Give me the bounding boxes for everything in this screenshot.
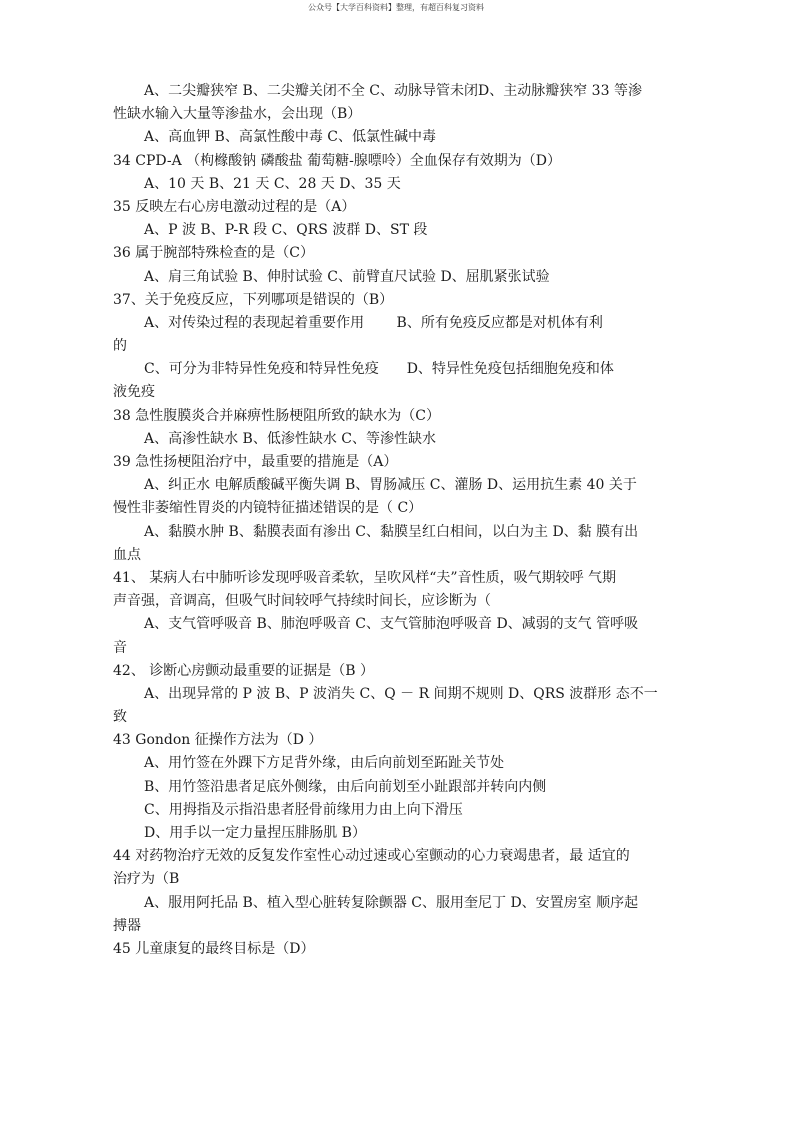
text-line: A、10 天 B、21 天 C、28 天 D、35 天 [144,175,401,192]
text-line: 搏器 [113,917,141,934]
text-line: 液免疫 [113,384,155,401]
text-line: 41、 某病人右中肺听诊发现呼吸音柔软，呈吹风样“夫”音性质，吸气期较呼 气期 [113,569,617,586]
text-line: A、二尖瓣狭窄 B、二尖瓣关闭不全 C、动脉导管未闭D、主动脉瓣狭窄 33 等渗 [144,83,642,99]
text-line: 43 Gondon 征操作方法为（D ） [113,732,323,749]
text-line: A、纠正水 电解质酸碱平衡失调 B、胃肠减压 C、灌肠 D、运用抗生素 40 关于 [144,477,637,494]
text-line: 38 急性腹膜炎合并麻痹性肠梗阻所致的缺水为（C） [113,407,440,424]
text-line: 36 属于腕部特殊检查的是（C） [113,245,314,262]
text-line: C、用拇指及示指沿患者胫骨前缘用力由上向下滑压 [144,801,463,818]
text-line: A、服用阿托品 B、植入型心脏转复除颤器 C、服用奎尼丁 D、安置房室 顺序起 [144,894,639,911]
text-line: A、肩三角试验 B、伸肘试验 C、前臂直尺试验 D、屈肌紧张试验 [144,268,550,285]
text-line: 的 [113,338,127,355]
text-line: 45 儿童康复的最终目标是（D） [113,940,315,957]
text-line: A、P 波 B、P-R 段 C、QRS 波群 D、ST 段 [144,222,428,239]
text-line: 42、 诊断心房颤动最重要的证据是（B ） [113,662,375,679]
text-line: B、用竹签沿患者足底外侧缘，由后向前划至小趾跟部并转向内侧 [144,778,547,795]
text-line: 治疗为（B [113,871,180,888]
text-line: 血点 [113,546,141,563]
text-line: A、用竹签在外踝下方足背外缘，由后向前划至跖趾关节处 [144,755,505,772]
text-line: D、用手以一定力量捏压腓肠肌 B） [144,825,366,841]
text-line: 34 CPD-A （枸橼酸钠 磷酸盐 葡萄糖-腺嘌呤）全血保存有效期为（D） [113,152,562,169]
document-body [113,80,668,961]
text-line: 37、关于免疫反应，下列哪项是错误的（B） [113,291,394,308]
text-line: 慢性非萎缩性胃炎的内镜特征描述错误的是（ C） [113,500,423,517]
text-line: A、黏膜水肿 B、黏膜表面有渗出 C、黏膜呈红白相间，以白为主 D、黏 膜有出 [144,523,639,540]
text-line: A、对传染过程的表现起着重要作用 B、所有免疫反应都是对机体有利 [144,314,603,331]
text-line: 39 急性扬梗阻治疗中，最重要的措施是（A） [113,454,398,470]
text-line: 致 [113,709,127,726]
text-line: A、支气管呼吸音 B、肺泡呼吸音 C、支气管肺泡呼吸音 D、减弱的支气 管呼吸 [144,616,639,633]
text-line: 音 [113,639,127,656]
text-line: 性缺水输入大量等渗盐水，会出现（B） [113,106,362,123]
text-line: A、高血钾 B、高氯性酸中毒 C、低氯性碱中毒 [144,129,437,146]
text-line: A、出现异常的 P 波 B、P 波消失 C、Q － R 间期不规则 D、QRS 波群形 态不一 [144,685,658,702]
page-header-watermark: 公众号【大学百科资料】整理，有超百科复习资料 [308,3,484,12]
text-line: 声音强，音调高，但吸气时间较呼气持续时间长，应诊断为（ [113,593,491,610]
text-line: 44 对药物治疗无效的反复发作室性心动过速或心室颤动的心力衰竭患者，最 适宜的 [113,848,630,865]
text-line: C、可分为非特异性免疫和特异性免疫 D、特异性免疫包括细胞免疫和体 [144,361,614,378]
text-line: A、高渗性缺水 B、低渗性缺水 C、等渗性缺水 [144,430,437,447]
text-line: 35 反映左右心房电激动过程的是（A） [113,198,356,215]
